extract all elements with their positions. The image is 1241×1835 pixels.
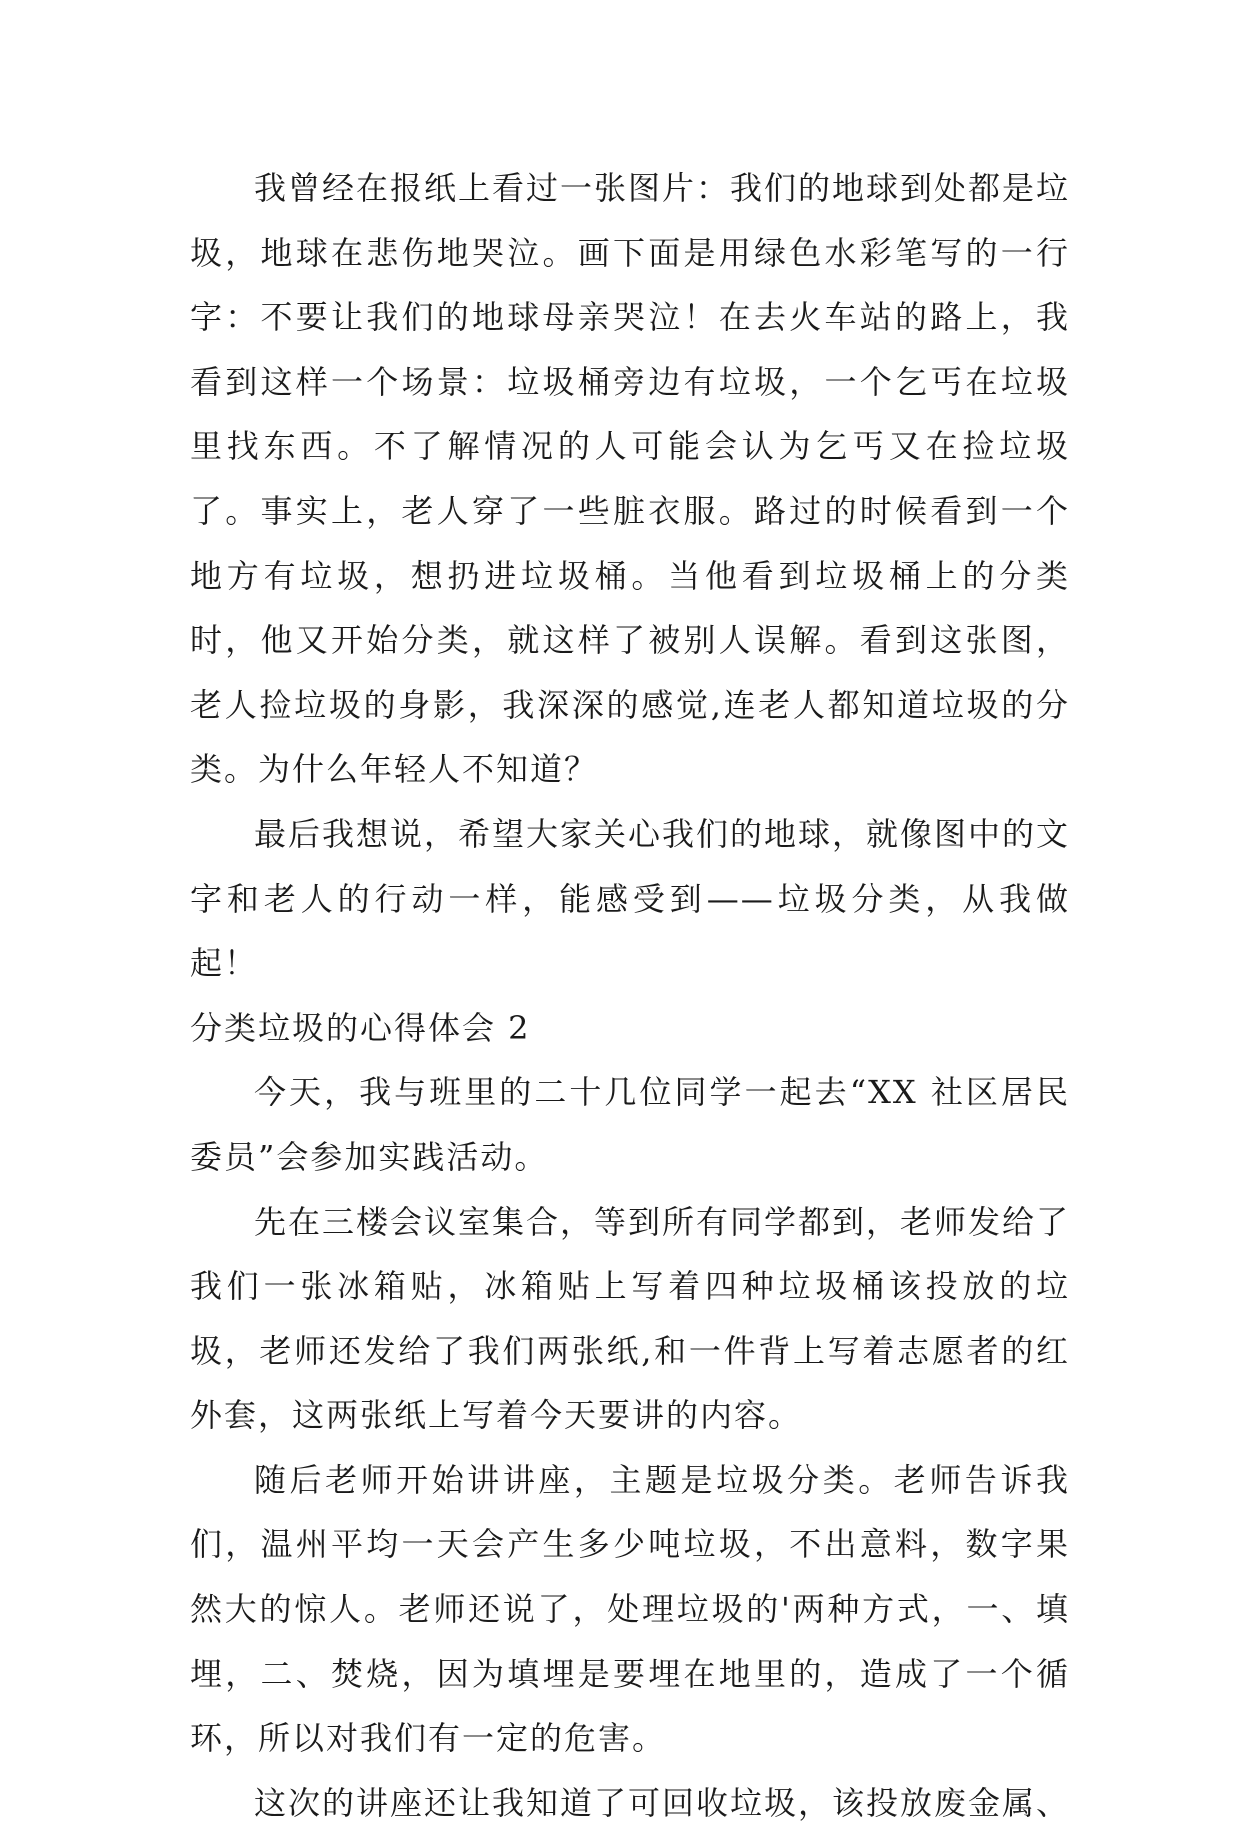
paragraph-meeting-room: 先在三楼会议室集合，等到所有同学都到，老师发给了我们一张冰箱贴，冰箱贴上写着四种垃圾桶该投放的垃圾，老师还发给了我们两张纸,和一件背上写着志愿者的红外套，这两张纸上写着今天要讲的内容。	[190, 1202, 1071, 1435]
paragraph-earth-picture: 我曾经在报纸上看过一张图片：我们的地球到处都是垃圾，地球在悲伤地哭泣。画下面是用绿色水彩笔写的一行字：不要让我们的地球母亲哭泣！在去火车站的路上，我看到这样一个场景：垃圾桶旁边有垃圾，一个乞丐在垃圾里找东西。不了解情况的人可能会认为乞丐又在捡垃圾了。事实上，老人穿了一些脏衣服。路过的时候看到一个地方有垃圾，想扔进垃圾桶。当他看到垃圾桶上的分类时，他又开始分类，就这样了被别人误解。看到这张图，老人捡垃圾的身影，我深深的感觉,连老人都知道垃圾的分类。为什么年轻人不知道？	[190, 169, 1071, 789]
document-body	[190, 156, 1070, 1835]
paragraph-practice-activity: 今天，我与班里的二十几位同学一起去“XX 社区居民委员”会参加实践活动。	[190, 1073, 1070, 1176]
paragraph-closing-wish: 最后我想说，希望大家关心我们的地球，就像图中的文字和老人的行动一样，能感受到——垃圾分类，从我做起！	[190, 814, 1071, 983]
paragraph-lecture: 随后老师开始讲讲座，主题是垃圾分类。老师告诉我们，温州平均一天会产生多少吨垃圾，不出意料，数字果然大的惊人。老师还说了，处理垃圾的'两种方式，一、填埋，二、焚烧，因为填埋是要埋在地里的，造成了一个循环，所以对我们有一定的危害。	[190, 1460, 1070, 1758]
paragraph-recyclables: 这次的讲座还让我知道了可回收垃圾，该投放废金属、	[254, 1783, 1071, 1822]
section-heading: 分类垃圾的心得体会 2	[190, 1008, 531, 1047]
